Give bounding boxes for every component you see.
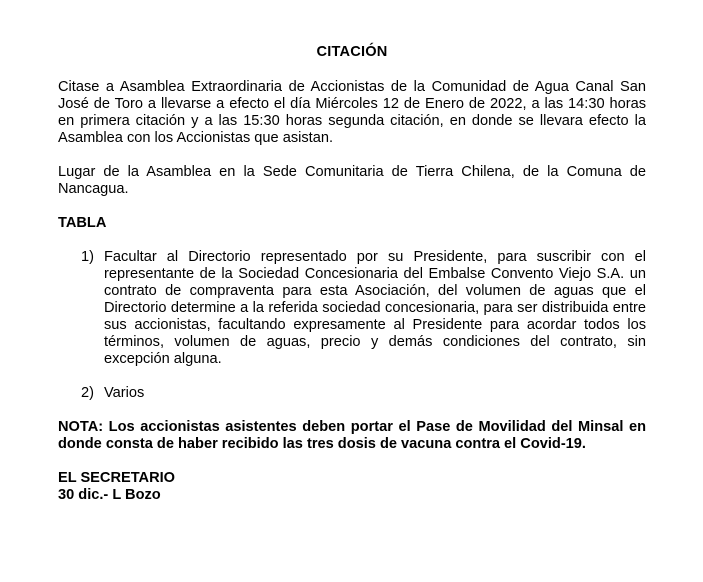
agenda-item-number: 2)	[81, 385, 94, 401]
nota-paragraph: NOTA: Los accionistas asistentes deben portar el Pase de Movilidad del Minsal en donde consta de haber recibido las tres dosis de vacuna contra el Covid-19.	[58, 419, 646, 452]
agenda-item-number: 1)	[81, 249, 94, 265]
document-title: CITACIÓN	[316, 44, 388, 60]
signature-date-name: 30 dic.- L Bozo	[58, 487, 161, 503]
signature-title: EL SECRETARIO	[58, 470, 176, 486]
agenda-item	[58, 249, 646, 368]
paragraph-location: Lugar de la Asamblea en la Sede Comunitaria de Tierra Chilena, de la Comuna de Nancagua.	[58, 164, 646, 197]
table-heading: TABLA	[58, 215, 107, 231]
agenda-item-text: Varios	[104, 385, 145, 401]
agenda-list	[58, 249, 646, 402]
paragraph-convocation: Citase a Asamblea Extraordinaria de Accionistas de la Comunidad de Agua Canal San José de Toro a llevarse a efecto el día Miércoles 12 de Enero de 2022, a las 14:30 horas en primera citación y a las 15:30 horas segunda citación, en donde se llevara efecto la Asamblea con los Accionistas que asistan.	[58, 79, 646, 146]
agenda-item	[58, 385, 646, 402]
document-body	[58, 44, 646, 504]
agenda-item-text: Facultar al Directorio representado por su Presidente, para suscribir con el representante de la Sociedad Concesionaria del Embalse Convento Viejo S.A. un contrato de compraventa para esta Asociación, del volumen de aguas que el Directorio determine a la referida sociedad concesionaria, para ser distribuida entre sus accionistas, facultando expresamente al Presidente para acordar todos los términos, volumen de aguas, precio y demás condiciones del contrato, sin excepción alguna.	[104, 249, 646, 367]
